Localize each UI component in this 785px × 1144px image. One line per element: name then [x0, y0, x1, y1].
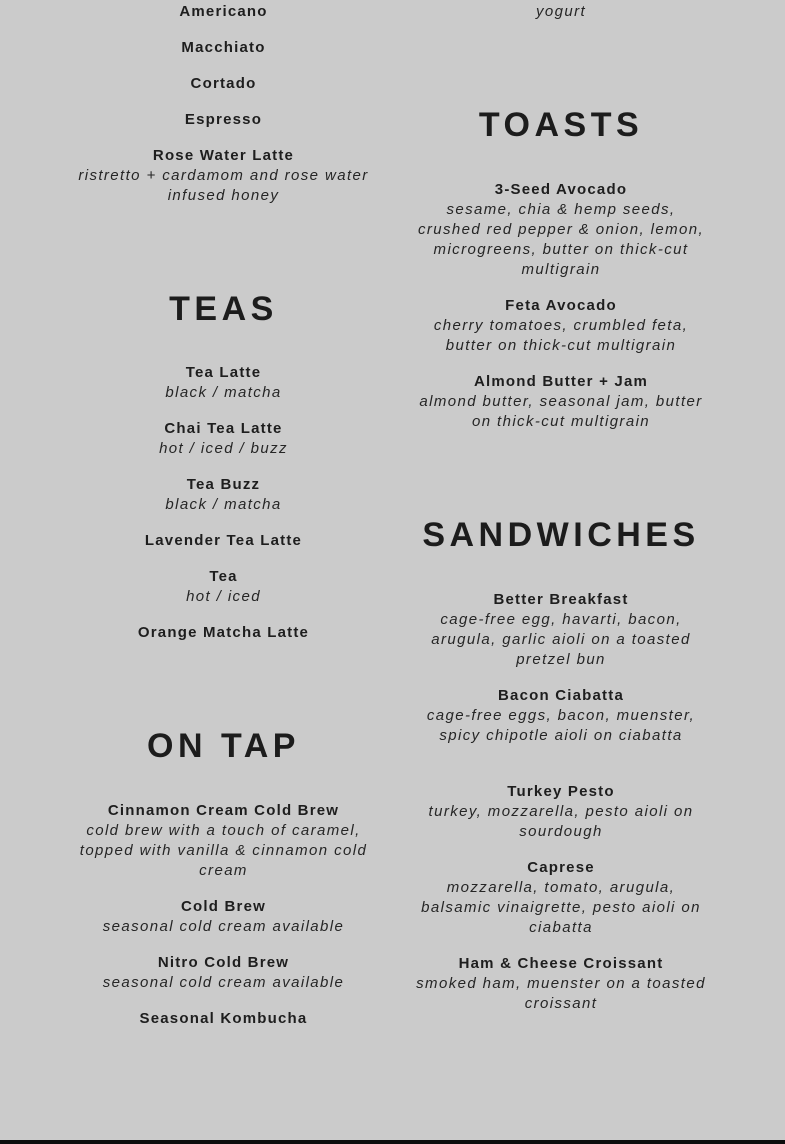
menu-item-name: Cortado — [190, 75, 257, 92]
menu-item-turkey-pesto — [408, 782, 714, 842]
menu-item-description: cage-free eggs, bacon, muenster, spicy chipotle aioli on ciabatta — [426, 707, 696, 744]
menu-item-name: Caprese — [527, 859, 595, 876]
menu-item-description: ristretto + cardamom and rose water infused honey — [78, 167, 369, 204]
menu-item-cold-brew — [70, 897, 377, 937]
menu-item-description: black / matcha — [165, 496, 282, 513]
menu-item-description: mozzarella, tomato, arugula, balsamic vinaigrette, pesto aioli on ciabatta — [421, 879, 701, 936]
menu-item-name: Lavender Tea Latte — [144, 532, 303, 549]
menu-item-description: almond butter, seasonal jam, butter on thick-cut multigrain — [419, 393, 703, 430]
menu-item-description: cold brew with a touch of caramel, topped with vanilla & cinnamon cold cream — [79, 822, 368, 879]
section-heading-toasts: TOASTS — [478, 106, 644, 144]
section-heading-sandwiches: SANDWICHES — [422, 516, 700, 554]
menu-item-tea — [70, 567, 377, 607]
menu-item-name: Tea Buzz — [186, 476, 261, 493]
menu-item-rose-water-latte — [70, 146, 377, 206]
menu-item-chai-tea-latte — [70, 419, 377, 459]
menu-item-description-fragment — [408, 2, 714, 22]
menu-item-feta-avocado — [408, 296, 714, 356]
menu-item-description: turkey, mozzarella, pesto aioli on sourdough — [428, 803, 694, 840]
menu-item-name: Seasonal Kombucha — [139, 1010, 308, 1027]
menu-item-3-seed-avocado — [408, 180, 714, 280]
menu-item-description: cherry tomatoes, crumbled feta, butter on thick-cut multigrain — [433, 317, 689, 354]
menu-item-name: Cinnamon Cream Cold Brew — [107, 802, 340, 819]
menu-item-name: Americano — [179, 3, 268, 20]
bottom-divider — [0, 1140, 785, 1144]
menu-item-espresso — [70, 110, 377, 130]
menu-item-description: seasonal cold cream available — [102, 974, 345, 991]
menu-item-description: hot / iced — [186, 588, 261, 605]
menu-item-name: Almond Butter + Jam — [473, 373, 649, 390]
menu-item-nitro-cold-brew — [70, 953, 377, 993]
menu-item-name: Ham & Cheese Croissant — [458, 955, 664, 972]
menu-item-name: Tea — [209, 568, 238, 585]
menu-item-description: black / matcha — [165, 384, 282, 401]
menu-item-macchiato — [70, 38, 377, 58]
section-heading-on-tap: ON TAP — [147, 727, 300, 765]
menu-item-description: hot / iced / buzz — [159, 440, 288, 457]
menu-item-cortado — [70, 74, 377, 94]
menu-item-name: Chai Tea Latte — [164, 420, 283, 437]
menu-item-name: Better Breakfast — [493, 591, 629, 608]
menu-item-name: 3-Seed Avocado — [494, 181, 628, 198]
menu-item-name: Tea Latte — [185, 364, 262, 381]
menu-item-cinnamon-cream-cold-brew — [70, 801, 377, 881]
menu-item-seasonal-kombucha — [70, 1009, 377, 1029]
menu-item-name: Bacon Ciabatta — [498, 687, 624, 704]
menu-item-name: Espresso — [184, 111, 263, 128]
menu-item-name: Cold Brew — [181, 898, 266, 915]
menu-item-orange-matcha-latte — [70, 623, 377, 643]
menu-item-bacon-ciabatta — [408, 686, 714, 746]
menu-item-almond-butter-jam — [408, 372, 714, 432]
menu-item-americano — [70, 2, 377, 22]
section-heading-teas: TEAS — [169, 290, 278, 328]
menu-item-description: sesame, chia & hemp seeds, crushed red pepper & onion, lemon, microgreens, butter on thick-cut multigrain — [417, 201, 705, 278]
menu-item-name: Turkey Pesto — [507, 783, 615, 800]
menu-item-description: cage-free egg, havarti, bacon, arugula, garlic aioli on a toasted pretzel bun — [431, 611, 691, 668]
menu-item-tea-buzz — [70, 475, 377, 515]
menu-item-description: smoked ham, muenster on a toasted croissant — [416, 975, 706, 1012]
menu-item-ham-cheese-croissant — [408, 954, 714, 1014]
menu-item-description: yogurt — [535, 3, 587, 20]
menu-item-description: seasonal cold cream available — [102, 918, 345, 935]
menu-item-caprese — [408, 858, 714, 938]
menu-item-name: Orange Matcha Latte — [137, 624, 310, 641]
menu-item-name: Nitro Cold Brew — [157, 954, 290, 971]
menu-item-name: Rose Water Latte — [152, 147, 295, 164]
menu-item-lavender-tea-latte — [70, 531, 377, 551]
menu-item-tea-latte — [70, 363, 377, 403]
menu-item-name: Feta Avocado — [505, 297, 617, 314]
menu-item-better-breakfast — [408, 590, 714, 670]
menu-item-name: Macchiato — [181, 39, 266, 56]
